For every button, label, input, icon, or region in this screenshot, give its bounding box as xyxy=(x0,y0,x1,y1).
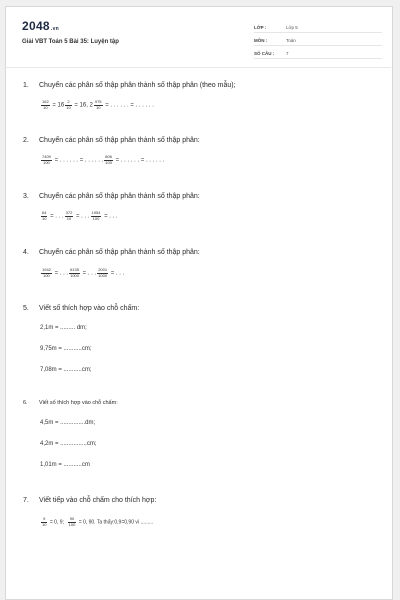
question-4 xyxy=(23,249,200,256)
header-divider xyxy=(5,67,391,68)
question-number: 3. xyxy=(23,193,29,200)
meta-row-count xyxy=(254,47,382,59)
site-logo[interactable]: 2048.vn xyxy=(22,19,60,33)
fraction: $\frac{9}{10}$ xyxy=(42,516,47,527)
meta-row-grade xyxy=(254,21,382,33)
document-page xyxy=(5,6,393,600)
fraction: $\frac{90}{100}$ xyxy=(68,516,76,527)
question-3 xyxy=(23,193,200,200)
fraction: $\frac{2001}{1000}$ xyxy=(98,267,108,278)
fraction: $\frac{2}{10}$ xyxy=(66,99,71,110)
fraction: $\frac{806}{100}$ xyxy=(105,154,112,165)
q6-line-3: 1,01m = ...........cm xyxy=(40,462,90,468)
question-number: 5. xyxy=(23,305,29,312)
fraction: $\frac{975}{10}$ xyxy=(94,99,102,110)
question-number: 2. xyxy=(23,137,29,144)
page-title: Giải VBT Toán 5 Bài 35: Luyện tập xyxy=(22,39,119,45)
q7-expression: $\frac{9}{10}$ = 0, 9; $\frac{90}{100}$ = 0, 90. Ta thấy:0,9=0,90 vì ......... xyxy=(42,516,154,527)
question-text: Chuyển các phân số thập phân thành số thập phân: xyxy=(39,249,200,256)
question-text: Chuyển các phân số thập phân thành số thập phân: xyxy=(39,193,200,200)
question-text: Viết tiếp vào chỗ chấm cho thích hợp: xyxy=(39,497,157,504)
meta-value: Lớp 5 xyxy=(286,25,298,30)
meta-row-subject xyxy=(254,34,382,46)
meta-key: MÔN : xyxy=(254,38,268,43)
q5-line-1: 2,1m = ......... dm; xyxy=(40,325,87,331)
q4-expression: $\frac{1942}{100}$ = . . . $\frac{6135}{1000}$ = . . . $\frac{2001}{1000}$ = . . . xyxy=(42,267,125,278)
fraction: $\frac{64}{10}$ xyxy=(42,210,47,221)
question-number: 1. xyxy=(23,82,29,89)
question-number: 6. xyxy=(23,400,28,406)
question-number: 4. xyxy=(23,249,29,256)
question-7 xyxy=(23,497,156,504)
fraction: $\frac{6135}{1000}$ xyxy=(70,267,79,278)
question-text: Viết số thích hợp vào chỗ chấm: xyxy=(39,305,140,312)
fraction: $\frac{372}{10}$ xyxy=(65,210,73,221)
question-2 xyxy=(23,137,200,144)
question-5 xyxy=(23,305,139,312)
meta-table xyxy=(254,21,382,60)
meta-key: SỐ CÂU : xyxy=(254,51,275,56)
meta-value: Toán xyxy=(286,38,296,43)
fraction: $\frac{7409}{100}$ xyxy=(42,154,51,165)
q6-line-2: 4,2m = ................cm; xyxy=(40,441,97,447)
meta-key: LỚP : xyxy=(254,25,267,30)
q5-line-2: 9,75m = ...........cm; xyxy=(40,346,92,352)
question-number: 7. xyxy=(23,497,29,504)
question-text: Viết số thích hợp vào chỗ chấm: xyxy=(39,400,118,406)
q2-expression: $\frac{7409}{100}$ = . . . . . . = . . . . . . $\frac{806}{100}$ = . . . . . . = . . . . . . xyxy=(42,154,165,165)
q1-expression: $\frac{162}{10}$ = 16 $\frac{2}{10}$ = 16, 2 $\frac{975}{10}$ = . . . . . . = . . . . . . xyxy=(42,99,154,110)
fraction: $\frac{1954}{100}$ xyxy=(91,210,101,221)
question-text: Chuyển các phân số thập phân thành số thập phân: xyxy=(39,137,200,144)
q3-expression: $\frac{64}{10}$ = . . . $\frac{372}{10}$ = . . . $\frac{1954}{100}$ = . . . xyxy=(42,210,118,221)
question-text: Chuyển các phân số thập phân thành số thập phân (theo mẫu); xyxy=(39,82,236,89)
meta-value: 7 xyxy=(286,51,289,56)
question-1 xyxy=(23,82,236,89)
q6-line-1: 4,5m = ...............dm; xyxy=(40,420,96,426)
fraction: $\frac{1942}{100}$ xyxy=(42,267,51,278)
question-6 xyxy=(23,400,118,406)
fraction: $\frac{162}{10}$ xyxy=(42,99,49,110)
q5-line-3: 7,08m = ...........cm; xyxy=(40,367,92,373)
